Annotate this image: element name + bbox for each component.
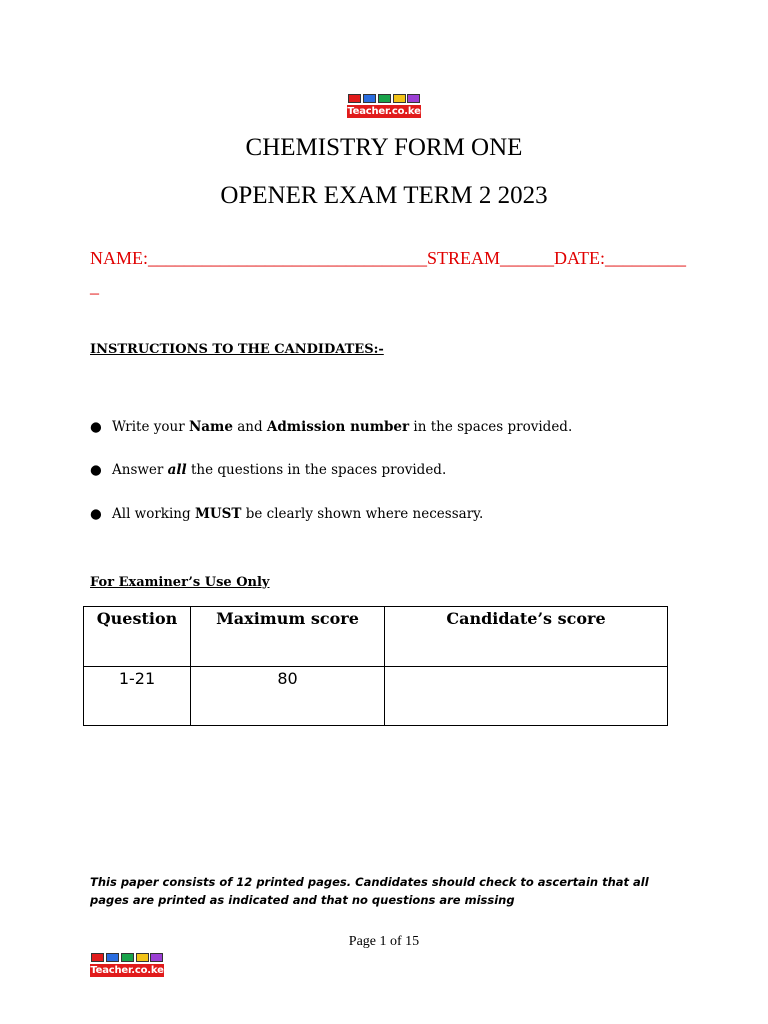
teacher-logo (347, 93, 421, 119)
logo-squares-icon (347, 93, 421, 105)
footer-note: This paper consists of 12 printed pages. Candidates should check to ascertain that all pages are printed as indicated and that no questions are missing (90, 875, 649, 907)
bullet-icon: ● (90, 462, 102, 478)
logo-squares-icon (90, 952, 164, 964)
bullet-icon: ● (90, 419, 102, 435)
instruction-item: ● Write your Name and Admission number in the spaces provided. (90, 419, 573, 435)
instruction-item: ● All working MUST be clearly shown where necessary. (90, 506, 484, 522)
page-number: Page 1 of 15 (348, 934, 420, 949)
header-candidate-score: Candidate’s score (385, 607, 668, 667)
name-line-continuation: _ (90, 276, 99, 296)
instruction-item: ● Answer all the questions in the spaces provided. (90, 462, 447, 478)
score-table (83, 606, 668, 726)
page-title: CHEMISTRY FORM ONE (245, 134, 523, 161)
teacher-logo-footer (90, 952, 164, 978)
cell-max-score: 80 (191, 667, 385, 726)
logo-text: Teacher.co.ke (347, 106, 421, 117)
cell-candidate-score (385, 667, 668, 726)
logo-text: Teacher.co.ke (90, 965, 164, 976)
bullet-icon: ● (90, 506, 102, 522)
page-subtitle: OPENER EXAM TERM 2 2023 (220, 182, 548, 209)
name-stream-date-line: NAME:_______________________________STREAM______DATE:_________ (90, 248, 687, 268)
examiner-heading: For Examiner’s Use Only (90, 575, 270, 590)
instructions-heading: INSTRUCTIONS TO THE CANDIDATES:- (90, 342, 384, 357)
table-row (84, 667, 668, 726)
cell-question: 1-21 (84, 667, 191, 726)
table-header-row (84, 607, 668, 667)
header-question: Question (84, 607, 191, 667)
header-max-score: Maximum score (191, 607, 385, 667)
